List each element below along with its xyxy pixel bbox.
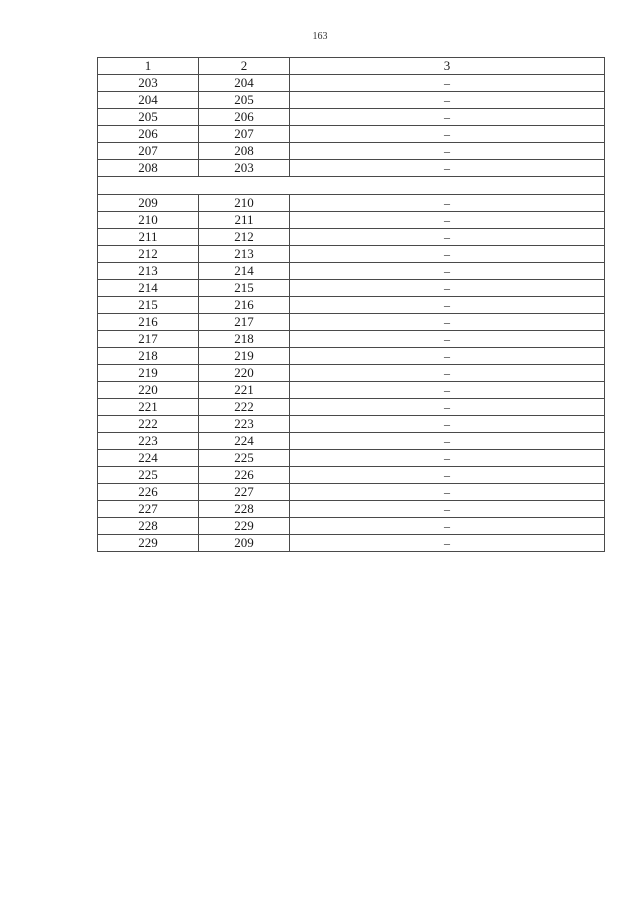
table-cell-col-1: 217 [98,331,199,348]
table-row [98,75,605,92]
table-cell-col-2: 220 [199,365,290,382]
table-cell-col-2: 214 [199,263,290,280]
table-row [98,212,605,229]
table-row [98,229,605,246]
table-cell-col-2: 209 [199,535,290,552]
table-row [98,416,605,433]
table-cell-col-1: 221 [98,399,199,416]
table-cell-col-3: – [290,297,605,314]
table-row [98,535,605,552]
table-cell-col-1: 219 [98,365,199,382]
table-cell-col-1: 223 [98,433,199,450]
table-cell-col-3: – [290,195,605,212]
table-cell-col-1: 224 [98,450,199,467]
table-cell-col-2: 219 [199,348,290,365]
table-cell-col-3: – [290,92,605,109]
table-cell-col-1: 222 [98,416,199,433]
table-cell-col-2: 228 [199,501,290,518]
table-cell-col-3: – [290,535,605,552]
table-cell-col-1: 210 [98,212,199,229]
table-row [98,501,605,518]
table-cell-col-2: 213 [199,246,290,263]
table-cell-col-2: 204 [199,75,290,92]
table-row [98,348,605,365]
table-cell-col-2: 216 [199,297,290,314]
table-cell-col-1: 205 [98,109,199,126]
table-cell-col-1: 213 [98,263,199,280]
table-cell-col-2: 206 [199,109,290,126]
table-row [98,467,605,484]
table-row [98,109,605,126]
table-row [98,484,605,501]
table-cell-col-2: 222 [199,399,290,416]
table-cell-col-3: – [290,212,605,229]
table-cell-col-3: – [290,314,605,331]
table-cell-col-3: – [290,501,605,518]
table-cell-col-2: 215 [199,280,290,297]
table-cell-col-1: 216 [98,314,199,331]
table-cell-col-1: 225 [98,467,199,484]
table-row [98,450,605,467]
table-body [98,58,605,552]
table-cell-col-3: – [290,399,605,416]
table-cell-col-3: – [290,348,605,365]
table-cell-col-2: 211 [199,212,290,229]
table-cell-col-2: 224 [199,433,290,450]
table-row [98,280,605,297]
column-header-2: 2 [199,58,290,75]
table-row [98,143,605,160]
table-row [98,126,605,143]
table-cell-col-2: 210 [199,195,290,212]
group-separator-cell [98,177,605,195]
table-cell-col-1: 203 [98,75,199,92]
table-cell-col-2: 217 [199,314,290,331]
table-cell-col-1: 229 [98,535,199,552]
table-cell-col-2: 218 [199,331,290,348]
table-cell-col-3: – [290,263,605,280]
table-cell-col-1: 226 [98,484,199,501]
table-cell-col-1: 218 [98,348,199,365]
table-row [98,433,605,450]
table-cell-col-2: 223 [199,416,290,433]
table-cell-col-3: – [290,75,605,92]
table-row [98,195,605,212]
table-cell-col-3: – [290,433,605,450]
table-cell-col-2: 227 [199,484,290,501]
table-cell-col-3: – [290,450,605,467]
table-row [98,365,605,382]
table-header-row [98,58,605,75]
table-cell-col-2: 229 [199,518,290,535]
table-cell-col-1: 207 [98,143,199,160]
table-cell-col-1: 220 [98,382,199,399]
table-row [98,518,605,535]
table-cell-col-2: 208 [199,143,290,160]
page-number: 163 [312,31,328,42]
table-cell-col-3: – [290,229,605,246]
table-cell-col-2: 226 [199,467,290,484]
table-cell-col-2: 212 [199,229,290,246]
table-row [98,399,605,416]
table-cell-col-3: – [290,382,605,399]
table-cell-col-3: – [290,109,605,126]
column-header-3: 3 [290,58,605,75]
table-row [98,331,605,348]
table-cell-col-2: 205 [199,92,290,109]
table-cell-col-3: – [290,484,605,501]
table-cell-col-1: 211 [98,229,199,246]
table-row [98,92,605,109]
table-row [98,160,605,177]
table-cell-col-3: – [290,143,605,160]
table-cell-col-1: 208 [98,160,199,177]
table-cell-col-1: 227 [98,501,199,518]
group-separator-row [98,177,605,195]
table-cell-col-1: 204 [98,92,199,109]
table-cell-col-3: – [290,160,605,177]
table-cell-col-2: 221 [199,382,290,399]
table-cell-col-2: 225 [199,450,290,467]
table-cell-col-1: 212 [98,246,199,263]
table-cell-col-1: 209 [98,195,199,212]
table-cell-col-1: 215 [98,297,199,314]
table-row [98,263,605,280]
table-cell-col-1: 206 [98,126,199,143]
table-row [98,314,605,331]
table-row [98,382,605,399]
table-cell-col-2: 207 [199,126,290,143]
table-cell-col-3: – [290,416,605,433]
table-cell-col-3: – [290,467,605,484]
table-row [98,297,605,314]
table-cell-col-3: – [290,365,605,382]
table-cell-col-3: – [290,518,605,535]
table-cell-col-3: – [290,331,605,348]
table-cell-col-1: 214 [98,280,199,297]
table-cell-col-3: – [290,280,605,297]
table-row [98,246,605,263]
table-cell-col-3: – [290,126,605,143]
column-header-1: 1 [98,58,199,75]
table-cell-col-2: 203 [199,160,290,177]
table-cell-col-3: – [290,246,605,263]
table-cell-col-1: 228 [98,518,199,535]
boundary-points-table [97,57,605,552]
